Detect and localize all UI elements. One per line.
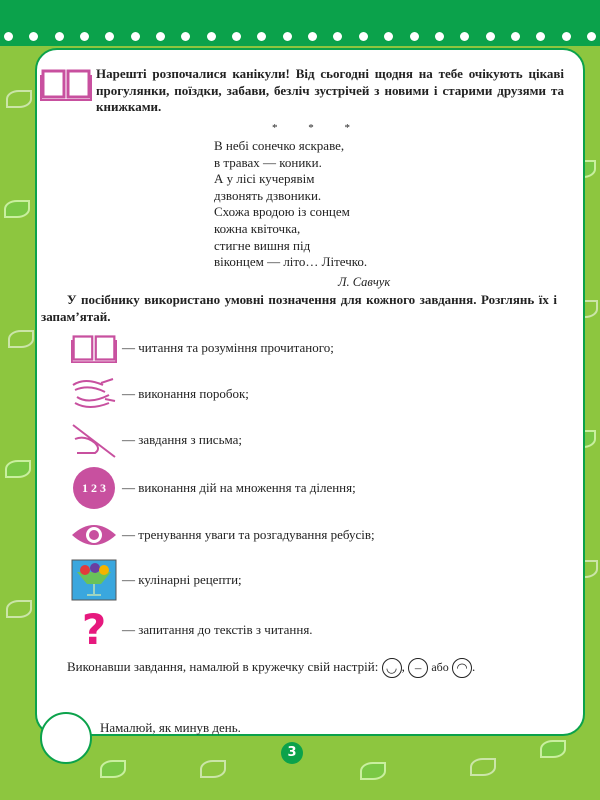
legend-item [70,560,242,600]
legend-label: — виконання поробок; [122,386,249,401]
poem-line: В небі сонечко яскраве, [214,138,345,153]
poem-line: А у лісі кучерявім [214,171,315,187]
fruit-bowl-icon [70,560,118,600]
legend-intro: У посібнику використано умовні позначення для кожного завдання. Розглянь їх і запам’ятай. [41,292,557,324]
math-glyph: 1 2 3 [73,467,115,509]
legend-label: — читання та розуміння прочитаного; [122,340,334,355]
legend-label: — запитання до текстів з читання. [122,622,313,637]
poem-author: Л. Савчук [338,275,391,289]
book-icon [70,328,118,368]
poem-line: стигне вишня під [214,237,311,253]
eye-icon [70,515,118,555]
sad-face-icon: ◠ [452,658,472,678]
mood-instruction: Виконавши завдання, намалюй в кружечку свій настрій: ◡ , – або ◠ . [41,656,561,678]
legend-label: — виконання дій на множення та ділення; [122,480,356,495]
draw-day-instruction: Намалюй, як минув день. [100,720,241,735]
poem-stars: * * * [272,122,364,134]
poem [214,138,367,271]
page-number: 3 [281,742,303,764]
neutral-face-icon: – [408,658,428,678]
legend-item [70,420,242,460]
draw-circle[interactable] [40,712,92,764]
legend-item [70,515,375,555]
poem-line: віконцем — літо… Літечко. [214,254,368,270]
poem-line: в травах — коники. [214,154,322,170]
math-icon [70,468,118,508]
book-icon [40,66,92,102]
writing-hand-icon [70,420,118,460]
smile-face-icon: ◡ [382,658,402,678]
legend-item [70,374,249,414]
legend-label: — тренування уваги та розгадування ребусів; [122,527,375,542]
poem-line: Схожа вродою із сонцем [214,204,350,220]
legend-item [70,605,313,654]
intro-text: Нарешті розпочалися канікули! Від сьогодні щодня на тебе очікують цікаві прогулянки, поїздки, забави, безліч зустрічей з новими і старими друзями та книжками. [96,66,564,114]
poem-line: дзвонять дзвоники. [214,187,322,203]
hands-icon [70,374,118,414]
legend-item [70,468,356,508]
legend-item [70,328,334,368]
binding-dots [0,32,600,42]
legend-label: — завдання з письма; [122,432,243,447]
poem-line: кожна квіточка, [214,220,301,236]
question-mark-icon: ? [81,605,107,654]
legend-label: — кулінарні рецепти; [122,572,242,587]
